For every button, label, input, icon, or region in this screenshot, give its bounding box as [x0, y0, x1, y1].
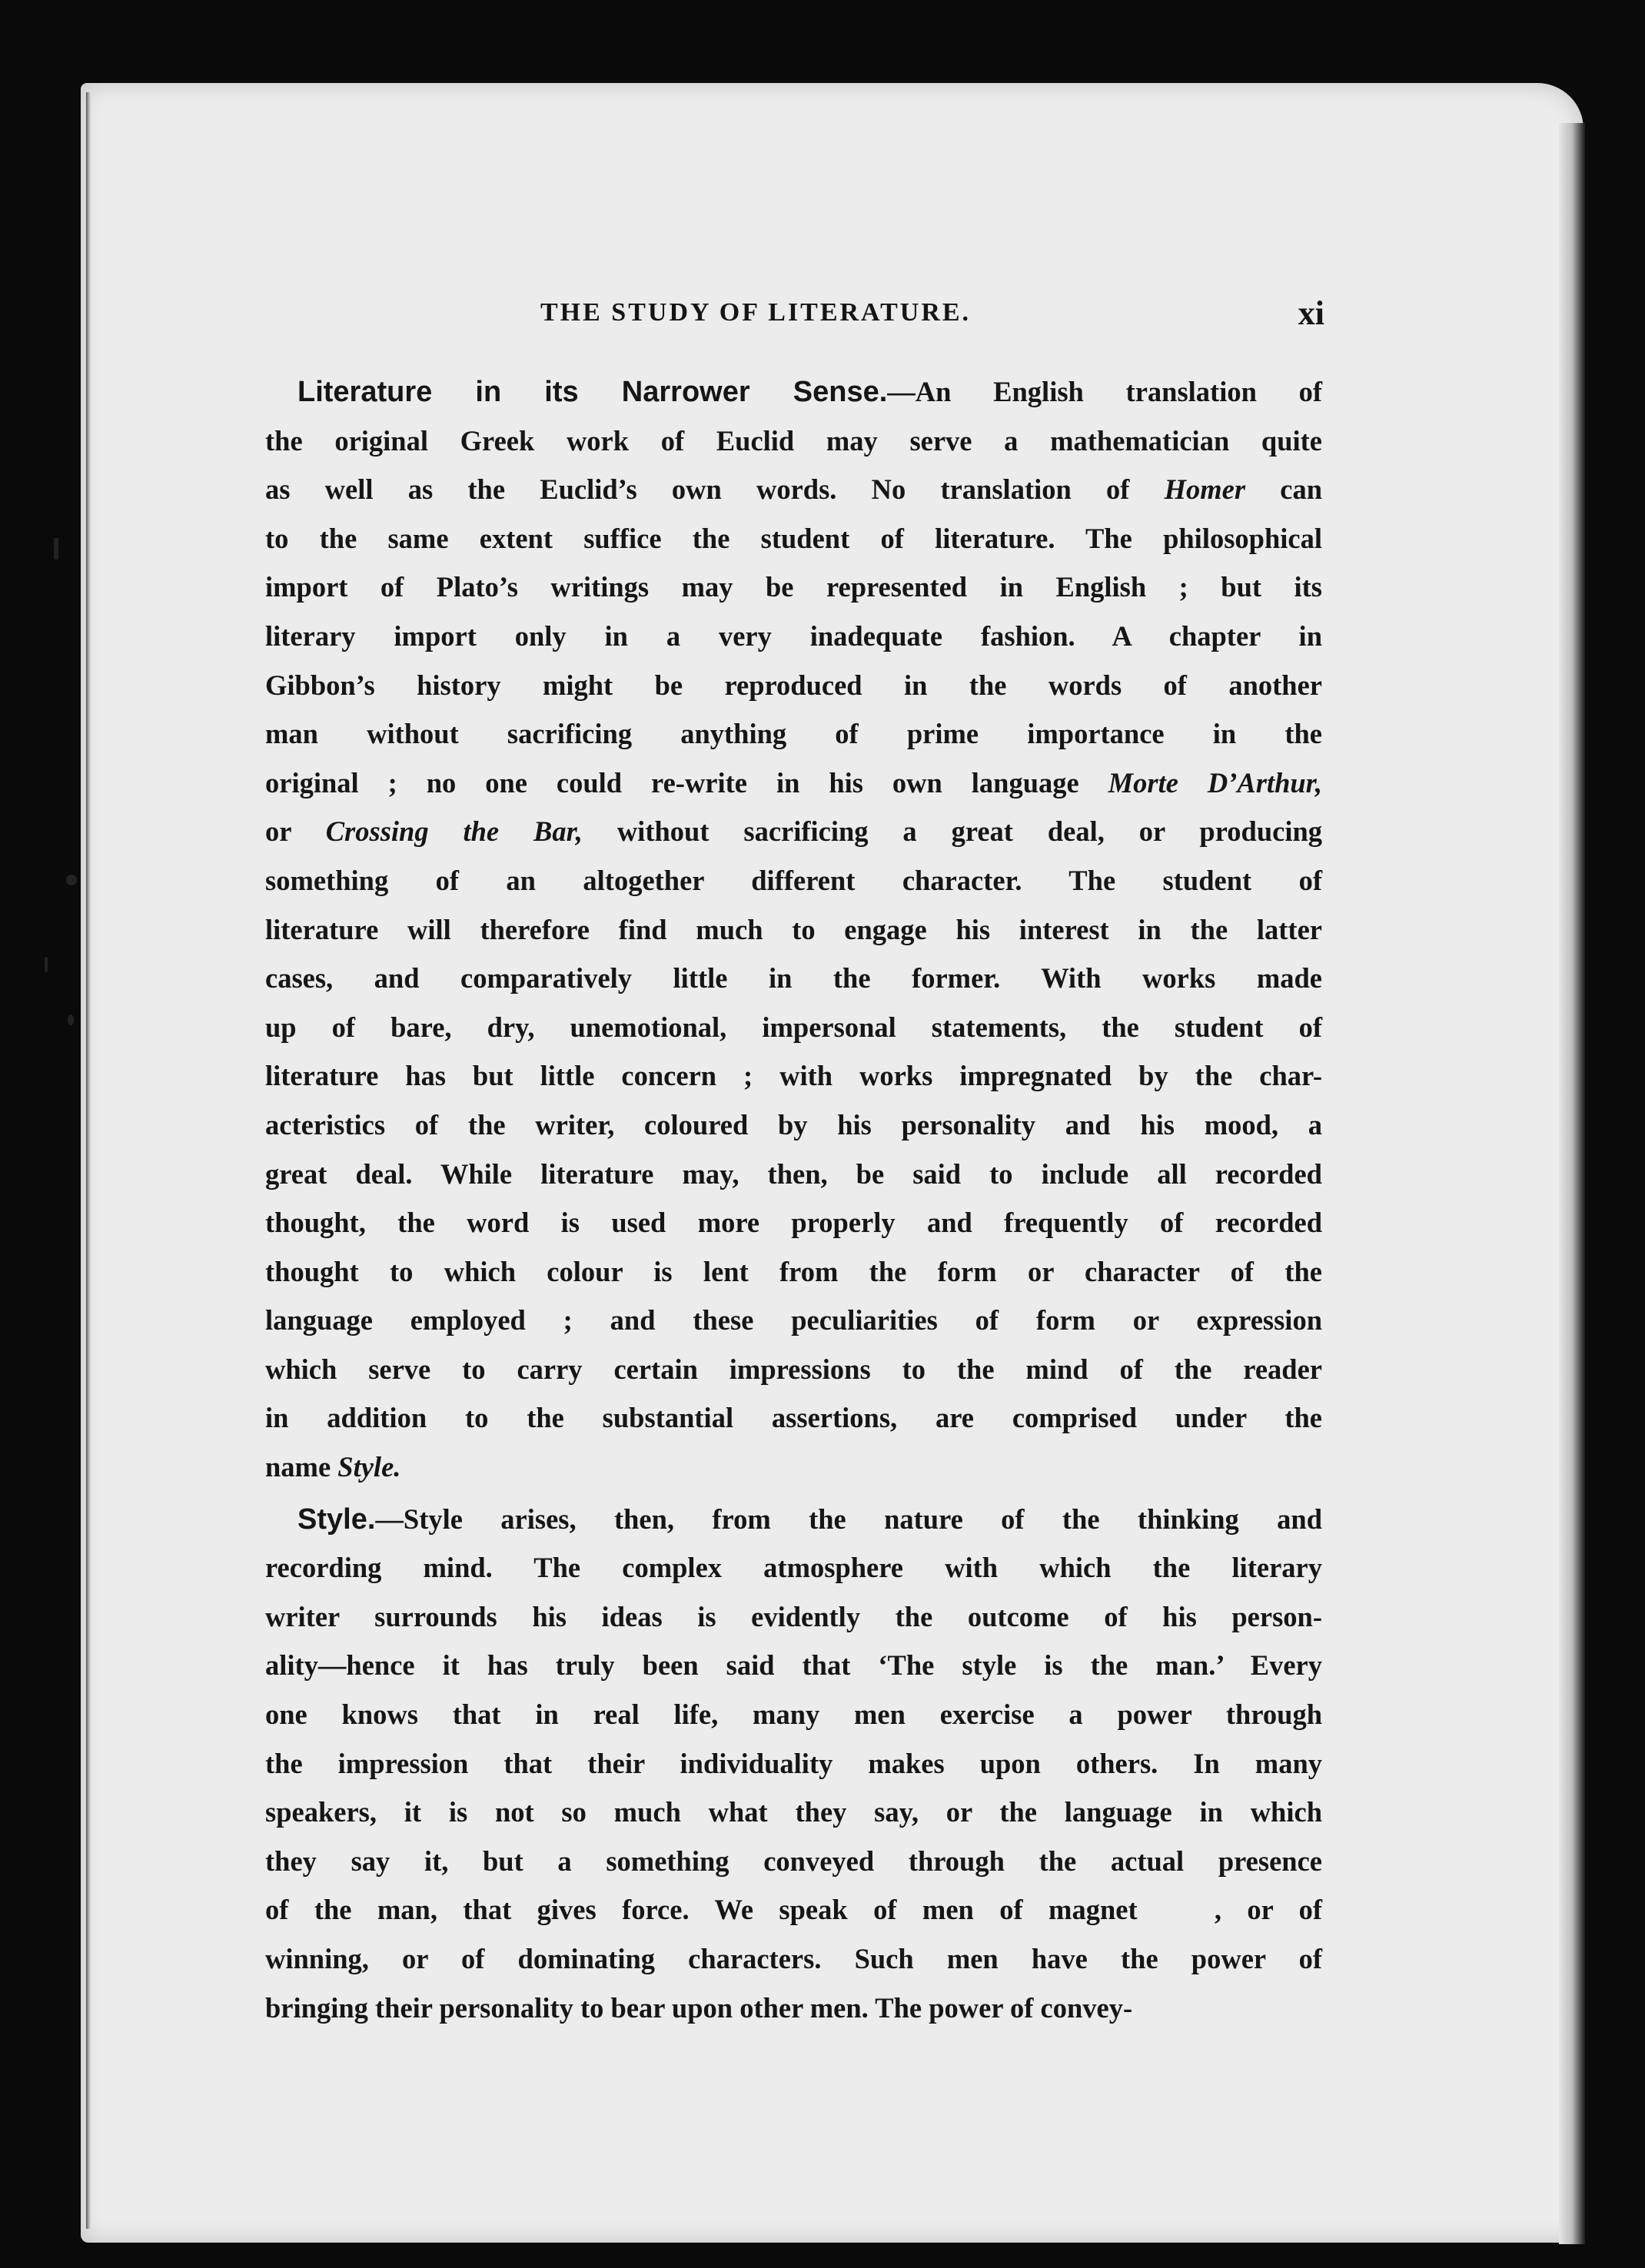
section-heading: Literature in its Narrower Sense.: [297, 376, 888, 408]
margin-speck: [54, 538, 58, 560]
text-line: literary import only in a very inadequate fashion. A chapter in: [265, 619, 1322, 652]
italic-term: Style.: [337, 1451, 401, 1483]
text-line: original ; no one could re-write in his own language Morte D’Arthur,: [265, 766, 1322, 799]
text-line: name Style.: [265, 1451, 401, 1483]
text-line: winning, or of dominating characters. Such men have the power of: [265, 1943, 1322, 1974]
body-text: [265, 367, 1322, 2032]
text-line: language employed ; and these peculiarities of form or expression: [265, 1304, 1322, 1337]
text-line: they say it, but a something conveyed through the actual presence: [265, 1845, 1322, 1877]
text-line: the impression that their individuality makes upon others. In many: [265, 1747, 1322, 1779]
text-line: up of bare, dry, unemotional, impersonal statements, the student of: [265, 1011, 1322, 1043]
text-line: import of Plato’s writings may be represented in English ; but its: [265, 571, 1322, 603]
text-line: something of an altogether different character. The student of: [265, 864, 1322, 896]
text-line: great deal. While literature may, then, be said to include all recorded: [265, 1157, 1322, 1190]
section-heading: Style.: [297, 1503, 376, 1536]
margin-speck: [66, 875, 77, 885]
text-line: Gibbon’s history might be reproduced in the words of another: [265, 669, 1322, 701]
text-line: ality—hence it has truly been said that ‘The style is the man.’ Every: [265, 1649, 1322, 1682]
page-gutter-edge: [86, 92, 91, 2229]
text-line: bringing their personality to bear upon other men. The power of convey-: [265, 1991, 1133, 2024]
italic-title: Homer: [1164, 473, 1246, 506]
text-line: the original Greek work of Euclid may serve a mathematician quite: [265, 424, 1322, 457]
text-line: thought, the word is used more properly and frequently of recorded: [265, 1207, 1322, 1239]
text-line: of the man, that gives force. We speak of men of magnet , or of: [265, 1894, 1323, 1926]
text-line: which serve to carry certain impressions to the mind of the reader: [265, 1353, 1322, 1385]
running-header: [268, 294, 1324, 341]
text-line: speakers, it is not so much what they say, or the language in which: [265, 1796, 1322, 1828]
text-line: in addition to the substantial assertions, are comprised under the: [265, 1402, 1322, 1434]
margin-speck: [45, 957, 48, 972]
text-line: or Crossing the Bar, without sacrificing a great deal, or producing: [265, 815, 1323, 848]
text-line: Style.—Style arises, then, from the nature of the thinking and: [297, 1503, 1322, 1536]
italic-title: Crossing the Bar,: [325, 815, 583, 848]
text-line: as well as the Euclid’s own words. No translation of Homer can: [265, 473, 1323, 506]
running-title: THE STUDY OF LITERATURE.: [540, 298, 972, 327]
text-line: thought to which colour is lent from the form or character of the: [265, 1255, 1322, 1287]
page-right-edge: [1559, 123, 1585, 2244]
text-line: recording mind. The complex atmosphere with which the literary: [265, 1552, 1322, 1584]
margin-speck: [68, 1014, 74, 1025]
text-line: to the same extent suffice the student of literature. The philosophical: [265, 522, 1322, 554]
text-line: Literature in its Narrower Sense.—An English translation of: [297, 376, 1322, 408]
page-number: xi: [1298, 294, 1324, 332]
text-line: cases, and comparatively little in the former. With works made: [265, 962, 1322, 995]
text-line: writer surrounds his ideas is evidently the outcome of his person-: [265, 1600, 1322, 1632]
text-line: acteristics of the writer, coloured by his personality and his mood, a: [265, 1108, 1322, 1141]
text-line: man without sacrificing anything of prime importance in the: [265, 718, 1322, 750]
text-line: one knows that in real life, many men exercise a power through: [265, 1699, 1322, 1731]
text-line: literature has but little concern ; with works impregnated by the char-: [265, 1060, 1322, 1092]
text-line: literature will therefore find much to engage his interest in the latter: [265, 913, 1322, 945]
italic-title: Morte D’Arthur,: [1108, 766, 1322, 799]
